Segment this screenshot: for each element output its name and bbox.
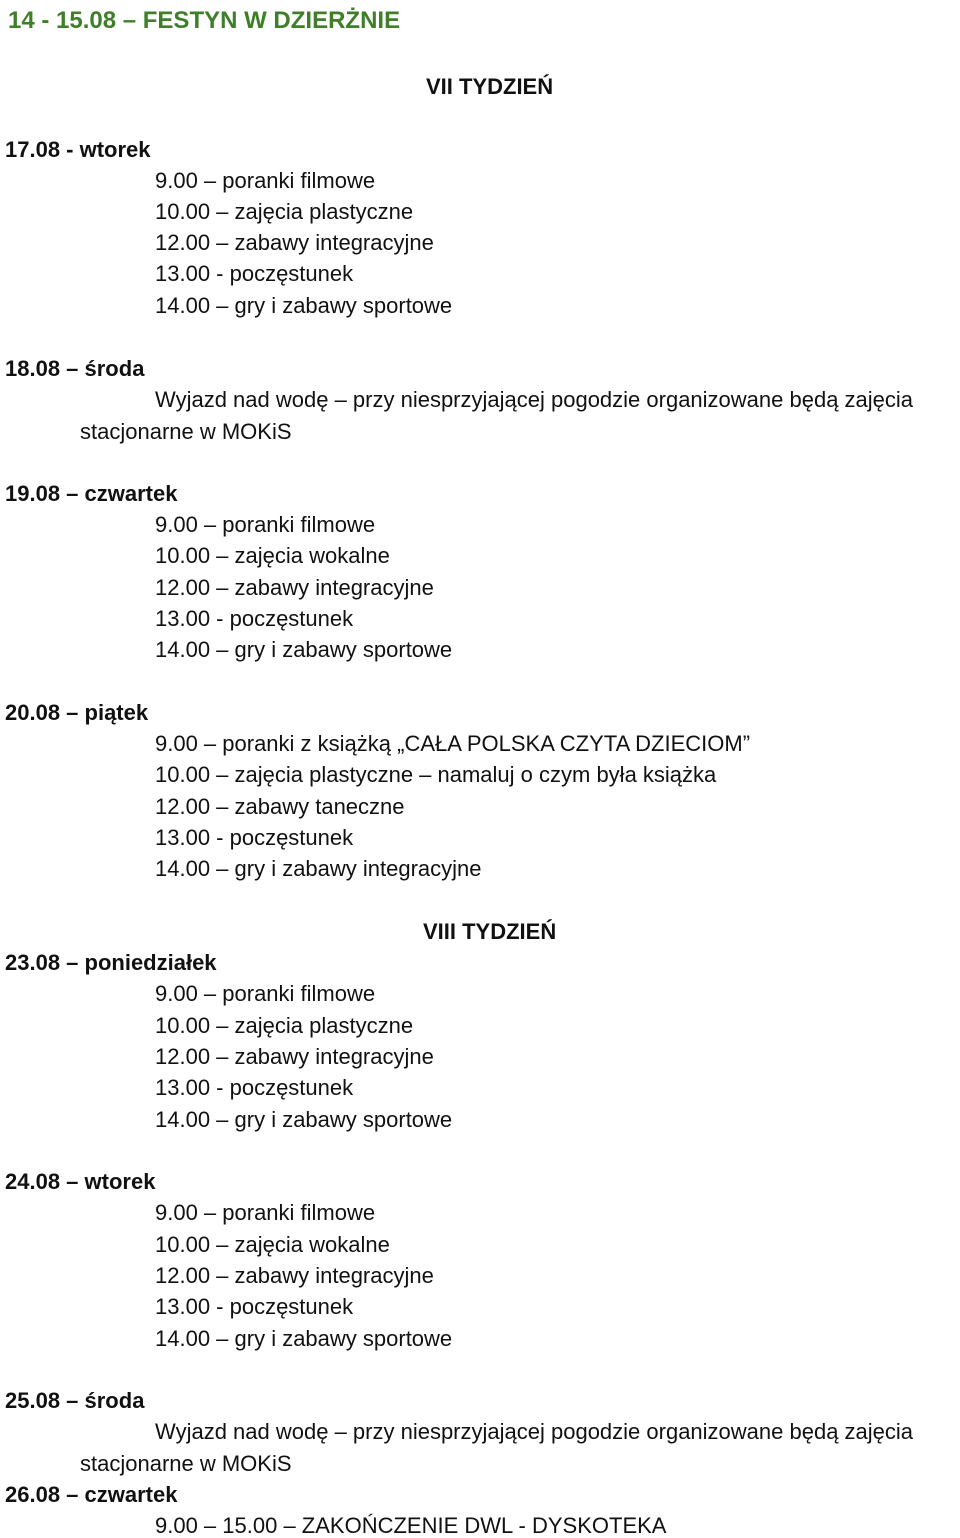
schedule-item: 14.00 – gry i zabawy sportowe (155, 1326, 453, 1351)
schedule-item: 14.00 – gry i zabawy sportowe (155, 1107, 453, 1132)
schedule-item: 13.00 - poczęstunek (155, 1294, 354, 1319)
schedule-item: 9.00 – poranki z książką „CAŁA POLSKA CZYTA DZIECIOM” (155, 731, 751, 756)
week-8-label: VIII TYDZIEŃ (423, 919, 557, 944)
schedule-item: 13.00 - poczęstunek (155, 606, 354, 631)
schedule-item: 14.00 – gry i zabawy sportowe (155, 637, 453, 662)
day-note-line: Wyjazd nad wodę – przy niesprzyjającej pogodzie organizowane będą zajęcia (155, 1419, 914, 1444)
schedule-item: 10.00 – zajęcia plastyczne – namaluj o czym była książka (155, 762, 717, 787)
day-note-line: Wyjazd nad wodę – przy niesprzyjającej pogodzie organizowane będą zajęcia (155, 387, 914, 412)
day-20-08-date: 20.08 – piątek (5, 700, 149, 725)
day-19-08-date: 19.08 – czwartek (5, 481, 178, 506)
schedule-item: 13.00 - poczęstunek (155, 1075, 354, 1100)
day-26-08-date: 26.08 – czwartek (5, 1482, 178, 1507)
day-23-08-date: 23.08 – poniedziałek (5, 950, 217, 975)
day-25-08-date: 25.08 – środa (5, 1388, 145, 1413)
schedule-item: 12.00 – zabawy integracyjne (155, 1263, 434, 1288)
day-18-08-date: 18.08 – środa (5, 356, 145, 381)
schedule-item: 12.00 – zabawy integracyjne (155, 575, 434, 600)
schedule-item: 12.00 – zabawy taneczne (155, 794, 405, 819)
day-note-line: stacjonarne w MOKiS (80, 1451, 292, 1476)
day-24-08-date: 24.08 – wtorek (5, 1169, 156, 1194)
schedule-item: 10.00 – zajęcia plastyczne (155, 1013, 414, 1038)
schedule-item: 13.00 - poczęstunek (155, 825, 354, 850)
schedule-item: 9.00 – poranki filmowe (155, 512, 376, 537)
schedule-item: 13.00 - poczęstunek (155, 261, 354, 286)
schedule-item: 10.00 – zajęcia plastyczne (155, 199, 414, 224)
schedule-item: 10.00 – zajęcia wokalne (155, 1232, 390, 1257)
week-7-label: VII TYDZIEŃ (426, 74, 554, 99)
schedule-item: 14.00 – gry i zabawy sportowe (155, 293, 453, 318)
schedule-item: 10.00 – zajęcia wokalne (155, 543, 390, 568)
schedule-item: 12.00 – zabawy integracyjne (155, 1044, 434, 1069)
schedule-item: 9.00 – 15.00 – ZAKOŃCZENIE DWL - DYSKOTEKA (155, 1513, 667, 1538)
day-17-08-date: 17.08 - wtorek (5, 137, 151, 162)
schedule-item: 12.00 – zabawy integracyjne (155, 230, 434, 255)
day-note-line: stacjonarne w MOKiS (80, 419, 292, 444)
schedule-item: 9.00 – poranki filmowe (155, 1200, 376, 1225)
schedule-item: 14.00 – gry i zabawy integracyjne (155, 856, 482, 881)
schedule-item: 9.00 – poranki filmowe (155, 168, 376, 193)
festyn-heading: 14 - 15.08 – FESTYN W DZIERŻNIE (8, 7, 401, 34)
schedule-item: 9.00 – poranki filmowe (155, 981, 376, 1006)
